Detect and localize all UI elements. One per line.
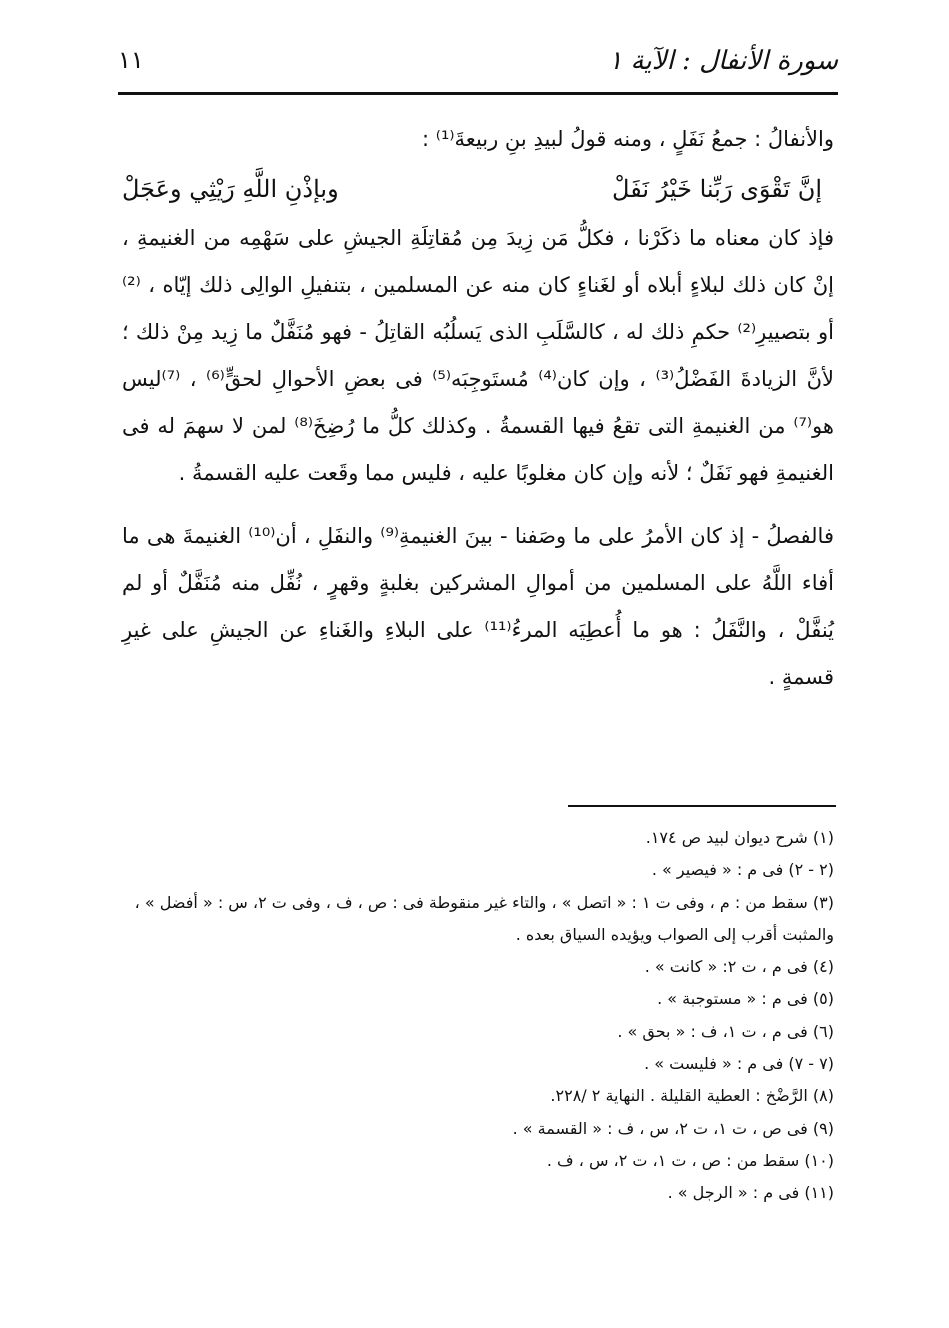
intro-line: والأنفالُ : جمعُ نَفَلٍ ، ومنه قولُ لبيدِ بنِ ربيعةَ⁽¹⁾ : (422, 127, 834, 151)
verse-second-hemistich: وبإذْنِ اللَّهِ رَيْثِي وعَجَلْ (122, 175, 339, 203)
paragraph-2: فالفصلُ - إذ كان الأمرُ على ما وصَفنا - بينَ الغنيمةِ⁽⁹⁾ والنفَلِ ، أن⁽¹⁰⁾ الغنيمةَ هى ما أفاء اللَّهُ على المسلمين من أموالِ المشركين بغلبةٍ وقهرٍ ، نُفِّل منه مُنَفَّلٌ أو لم يُنفَّلْ ، والنَّفَلُ : هو ما أُعطِيَه المرءُ⁽¹¹⁾ على البلاءِ والغَناءِ عن الجيشِ على غيرِ قسمةٍ . (122, 524, 834, 689)
footnote-7: (٧ - ٧) فى م : « فليست » . (644, 1054, 834, 1074)
footnote-3: (٣) سقط من : م ، وفى ت ١ : « اتصل » ، والتاء غير منقوطة فى : ص ، ف ، وفى ت ٢، س : « أفضل » ، والمثبت أقرب إلى الصواب ويؤيده السياق بعده . (134, 892, 834, 944)
footnote-8: (٨) الرَّضْخ : العطية القليلة . النهاية ٢ /٢٢٨. (550, 1086, 834, 1106)
footnote-5: (٥) فى م : « مستوجبة » . (657, 989, 834, 1009)
page-number: ١١ (118, 46, 144, 74)
footnote-1: (١) شرح ديوان لبيد ص ١٧٤. (645, 828, 834, 847)
footnotes (122, 822, 834, 1210)
verse-first-hemistich: إنَّ تَقْوَى رَبِّنا خَيْرُ نَفَلْ (612, 175, 822, 203)
header-rule (118, 92, 838, 95)
footnote-2: (٢ - ٢) فى م : « فيصير » . (651, 860, 834, 880)
footnote-11: (١١) فى م : « الرجل » . (667, 1183, 834, 1203)
footnote-6: (٦) فى م ، ت ١، ف : « بحق » . (617, 1021, 834, 1041)
footnote-4: (٤) فى م ، ت ٢: « كانت » . (644, 957, 834, 977)
paragraph-1: فإذ كان معناه ما ذكَرْنا ، فكلُّ مَن زِيدَ مِن مُقاتِلَةِ الجيشِ على سَهْمِه من الغنيمةِ ، إنْ كان ذلك لبلاءٍ أبلاه أو لغَناءٍ كان منه عن المسلمين ، بتنفيلِ الوالِى ذلك إيّاه ، ⁽²⁾أو بتصييرِ⁽²⁾ حكمِ ذلك له ، كالسَّلَبِ الذى يَسلُبُه القاتِلُ - فهو مُنَفَّلٌ ما زِيد مِنْ ذلك ؛ لأنَّ الزيادةَ الفَضْلُ⁽³⁾ ، وإن كان⁽⁴⁾ مُستَوجِبَه⁽⁵⁾ فى بعضِ الأحوالِ لحقٍّ⁽⁶⁾ ، ⁽⁷⁾ليس هو⁽⁷⁾ من الغنيمةِ التى تقعُ فيها القسمةُ . وكذلك كلُّ ما رُضِخَ⁽⁸⁾ لمن لا سهمَ له فى الغنيمةِ فهو نَفَلٌ ؛ لأنه وإن كان مغلوبًا عليه ، فليس مما وقَعت عليه القسمةُ . (122, 226, 834, 485)
running-header (118, 40, 838, 80)
footnote-10: (١٠) سقط من : ص ، ت ١، ت ٢، س ، ف . (546, 1150, 834, 1170)
footnote-9: (٩) فى ص ، ت ١، ت ٢، س ، ف : « القسمة » . (512, 1118, 834, 1138)
poetry-verse (122, 163, 834, 215)
surah-title: سورة الأنفال : الآية ١ (608, 46, 838, 76)
paragraph-spacer (122, 497, 834, 513)
main-text (122, 116, 834, 701)
footnote-separator (568, 805, 836, 807)
